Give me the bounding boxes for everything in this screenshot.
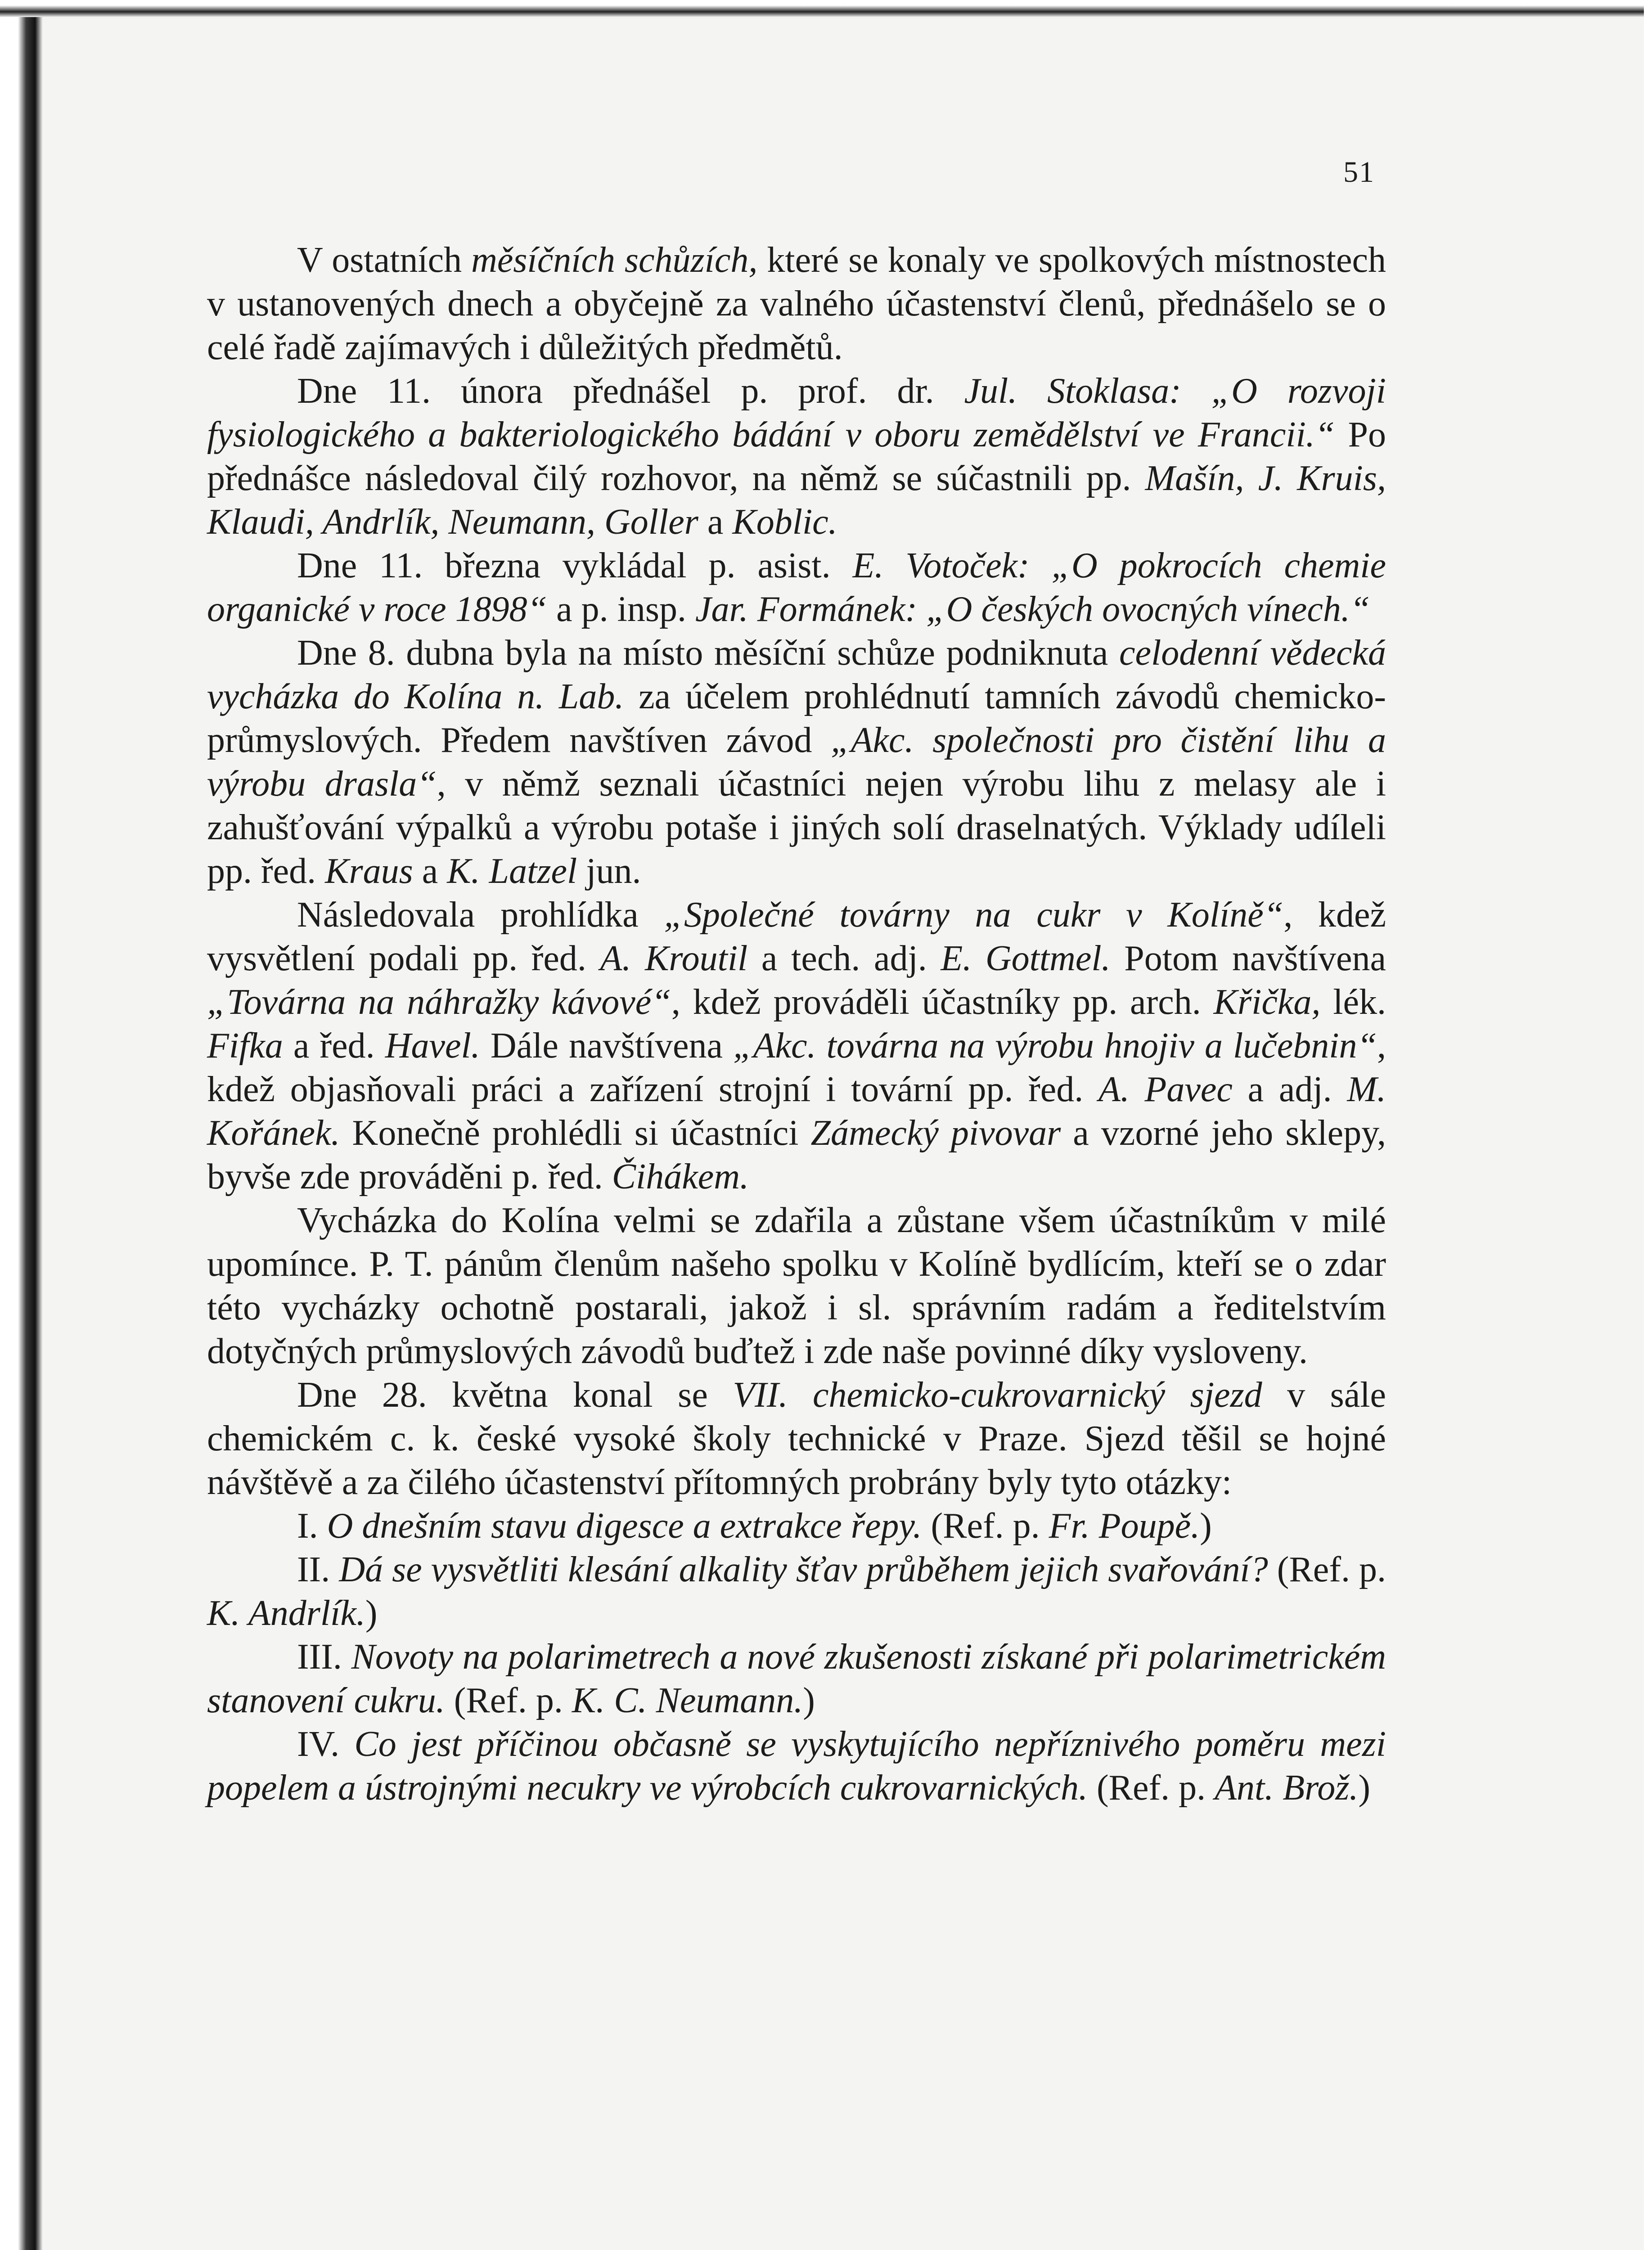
italic-text: Křička, <box>1213 982 1321 1022</box>
italic-text: Čihákem. <box>612 1157 749 1197</box>
italic-text: Zámecký pivovar <box>810 1113 1061 1153</box>
italic-text: Novoty na polarimetrech a nové zkušenosti získané při polarimetrickém stanovení cukru. <box>207 1637 1386 1720</box>
text-run: Dne 11. února přednášel p. prof. dr. <box>297 371 964 411</box>
text-run: a tech. adj. <box>747 939 941 978</box>
italic-text: celodenní vědecká vycházka do Kolína n. Lab. <box>207 633 1386 716</box>
italic-text: VII. chemicko-cukrovarnický sjezd <box>733 1375 1262 1415</box>
text-run: ) <box>1358 1768 1371 1808</box>
text-run: , kdež prováděli účastníky pp. arch. <box>671 982 1214 1022</box>
text-run: (Ref. p. <box>1087 1768 1215 1808</box>
scan-top-edge <box>0 0 1652 17</box>
text-run: a <box>413 851 447 891</box>
italic-text: Co jest příčinou občasně se vyskytujícího nepříznivého poměru mezi popelem a ústrojnými necukry ve výrobcích cukrovarnických. <box>207 1724 1386 1808</box>
text-run: a vzorné jeho sklepy, byvše zde prováděni p. řed. <box>207 1113 1386 1197</box>
text-run: lék. <box>1320 982 1386 1022</box>
text-run: Následovala prohlídka <box>297 895 664 935</box>
text-run: (Ref. p. <box>445 1681 572 1720</box>
italic-text: K. C. Neumann. <box>572 1681 803 1720</box>
text-run: , kdež objasňovali práci a zařízení strojní i tovární pp. řed. <box>207 1026 1386 1109</box>
paragraph <box>207 1373 1386 1504</box>
italic-text: Jul. Stoklasa: „O rozvoji fysiologického a bakteriologického bádání v oboru zemědělství ve Francii.“ <box>207 371 1386 454</box>
text-run: jun. <box>577 851 641 891</box>
text-run: Dne 11. března vykládal p. asist. <box>297 546 853 585</box>
body-text <box>207 238 1386 1810</box>
text-run: a řed. <box>283 1026 385 1066</box>
paragraph <box>207 1199 1386 1373</box>
text-run: Vycházka do Kolína velmi se zdařila a zůstane všem účastníkům v milé upomínce. P. T. pánům členům našeho spolku v Kolíně bydlícím, kteří se o zdar této vycházky ochotně postarali, jakož i sl. správním radám a ředitelstvím dotyčných průmyslových závodů buďtež i zde naše povinné díky vysloveny. <box>207 1201 1386 1371</box>
text-run: Dále navštívena <box>480 1026 734 1066</box>
italic-text: Kraus <box>325 851 413 891</box>
italic-text: Fr. Poupě. <box>1049 1506 1200 1546</box>
italic-text: Ant. Brož. <box>1215 1768 1359 1808</box>
italic-text: „Akc. továrna na výrobu hnojiv a lučebnin“ <box>733 1026 1377 1066</box>
italic-text: A. Kroutil <box>600 939 748 978</box>
paragraph <box>207 369 1386 544</box>
italic-text: Mašín, J. Kruis, Klaudi, Andrlík, Neumann, Goller <box>207 459 1386 542</box>
text-run: které se konaly ve spolkových místnostech v ustanovených dnech a obyčejně za valného účastenství členů, přednášelo se o celé řadě zajímavých i důležitých předmětů. <box>207 240 1386 367</box>
paragraph <box>207 1723 1386 1810</box>
text-run: Konečně prohlédli si účastníci <box>340 1113 811 1153</box>
italic-text: „Společné továrny na cukr v Kolíně“ <box>664 895 1284 935</box>
text-run: ) <box>365 1593 378 1633</box>
italic-text: „Akc. společnosti pro čistění lihu a výrobu drasla“ <box>207 720 1386 804</box>
italic-text: „Továrna na náhražky kávové“ <box>207 982 671 1022</box>
italic-text: A. Pavec <box>1098 1070 1233 1109</box>
text-run: (Ref. p. <box>1268 1550 1386 1589</box>
text-run: a p. insp. <box>547 590 695 629</box>
italic-text: Koblic. <box>732 502 837 542</box>
text-run: ) <box>1200 1506 1212 1546</box>
italic-text: O dnešním stavu digesce a extrakce řepy. <box>327 1506 922 1546</box>
italic-text: K. Andrlík. <box>207 1593 365 1633</box>
text-run: Potom navštívena <box>1110 939 1386 978</box>
text-run: V ostatních <box>297 240 472 280</box>
paragraph <box>207 1504 1386 1548</box>
italic-text: E. Votoček: „O pokrocích chemie organické v roce 1898“ <box>207 546 1386 629</box>
text-run: II. <box>297 1550 339 1589</box>
text-run: Po přednášce následoval čilý rozhovor, na němž se súčastnili pp. <box>207 415 1386 498</box>
scan-right-edge <box>1644 0 1652 2250</box>
text-run: a <box>698 502 733 542</box>
italic-text: Dá se vysvětliti klesání alkality šťav průběhem jejich svařování? <box>339 1550 1268 1589</box>
paragraph <box>207 544 1386 631</box>
paragraph <box>207 893 1386 1199</box>
text-run: Dne 8. dubna byla na místo měsíční schůze podniknuta <box>297 633 1119 673</box>
paragraph <box>207 1635 1386 1723</box>
text-run: III. <box>297 1637 351 1677</box>
text-run: , v němž seznali účastníci nejen výrobu lihu z melasy ale i zahušťování výpalků a výrobu potaše i jiných solí draselnatých. Výklady udíleli pp. řed. <box>207 764 1386 891</box>
text-run: Dne 28. května konal se <box>297 1375 733 1415</box>
page-number: 51 <box>1343 156 1375 189</box>
scan-left-edge <box>0 0 43 2250</box>
italic-text: Jar. Formánek: „O českých ovocných vínech.“ <box>695 590 1370 629</box>
paragraph <box>207 1548 1386 1635</box>
text-run: (Ref. p. <box>922 1506 1049 1546</box>
text-run: ) <box>803 1681 815 1720</box>
paragraph <box>207 238 1386 369</box>
text-run: a adj. <box>1232 1070 1347 1109</box>
paragraph <box>207 631 1386 893</box>
italic-text: M. Kořánek. <box>207 1070 1386 1153</box>
text-run: IV. <box>297 1724 355 1764</box>
italic-text: měsíčních schůzích, <box>471 240 758 280</box>
text-run: I. <box>297 1506 327 1546</box>
italic-text: Fifka <box>207 1026 283 1066</box>
text-run: v sále chemickém c. k. české vysoké školy technické v Praze. Sjezd těšil se hojné návštěvě a za čilého účastenství přítomných probrány byly tyto otázky: <box>207 1375 1386 1502</box>
text-run: , kdež vysvětlení podali pp. řed. <box>207 895 1386 978</box>
italic-text: Havel. <box>385 1026 480 1066</box>
text-run: za účelem prohlédnutí tamních závodů chemicko-průmyslových. Předem navštíven závod <box>207 677 1386 760</box>
italic-text: E. Gottmel. <box>941 939 1111 978</box>
italic-text: K. Latzel <box>447 851 577 891</box>
